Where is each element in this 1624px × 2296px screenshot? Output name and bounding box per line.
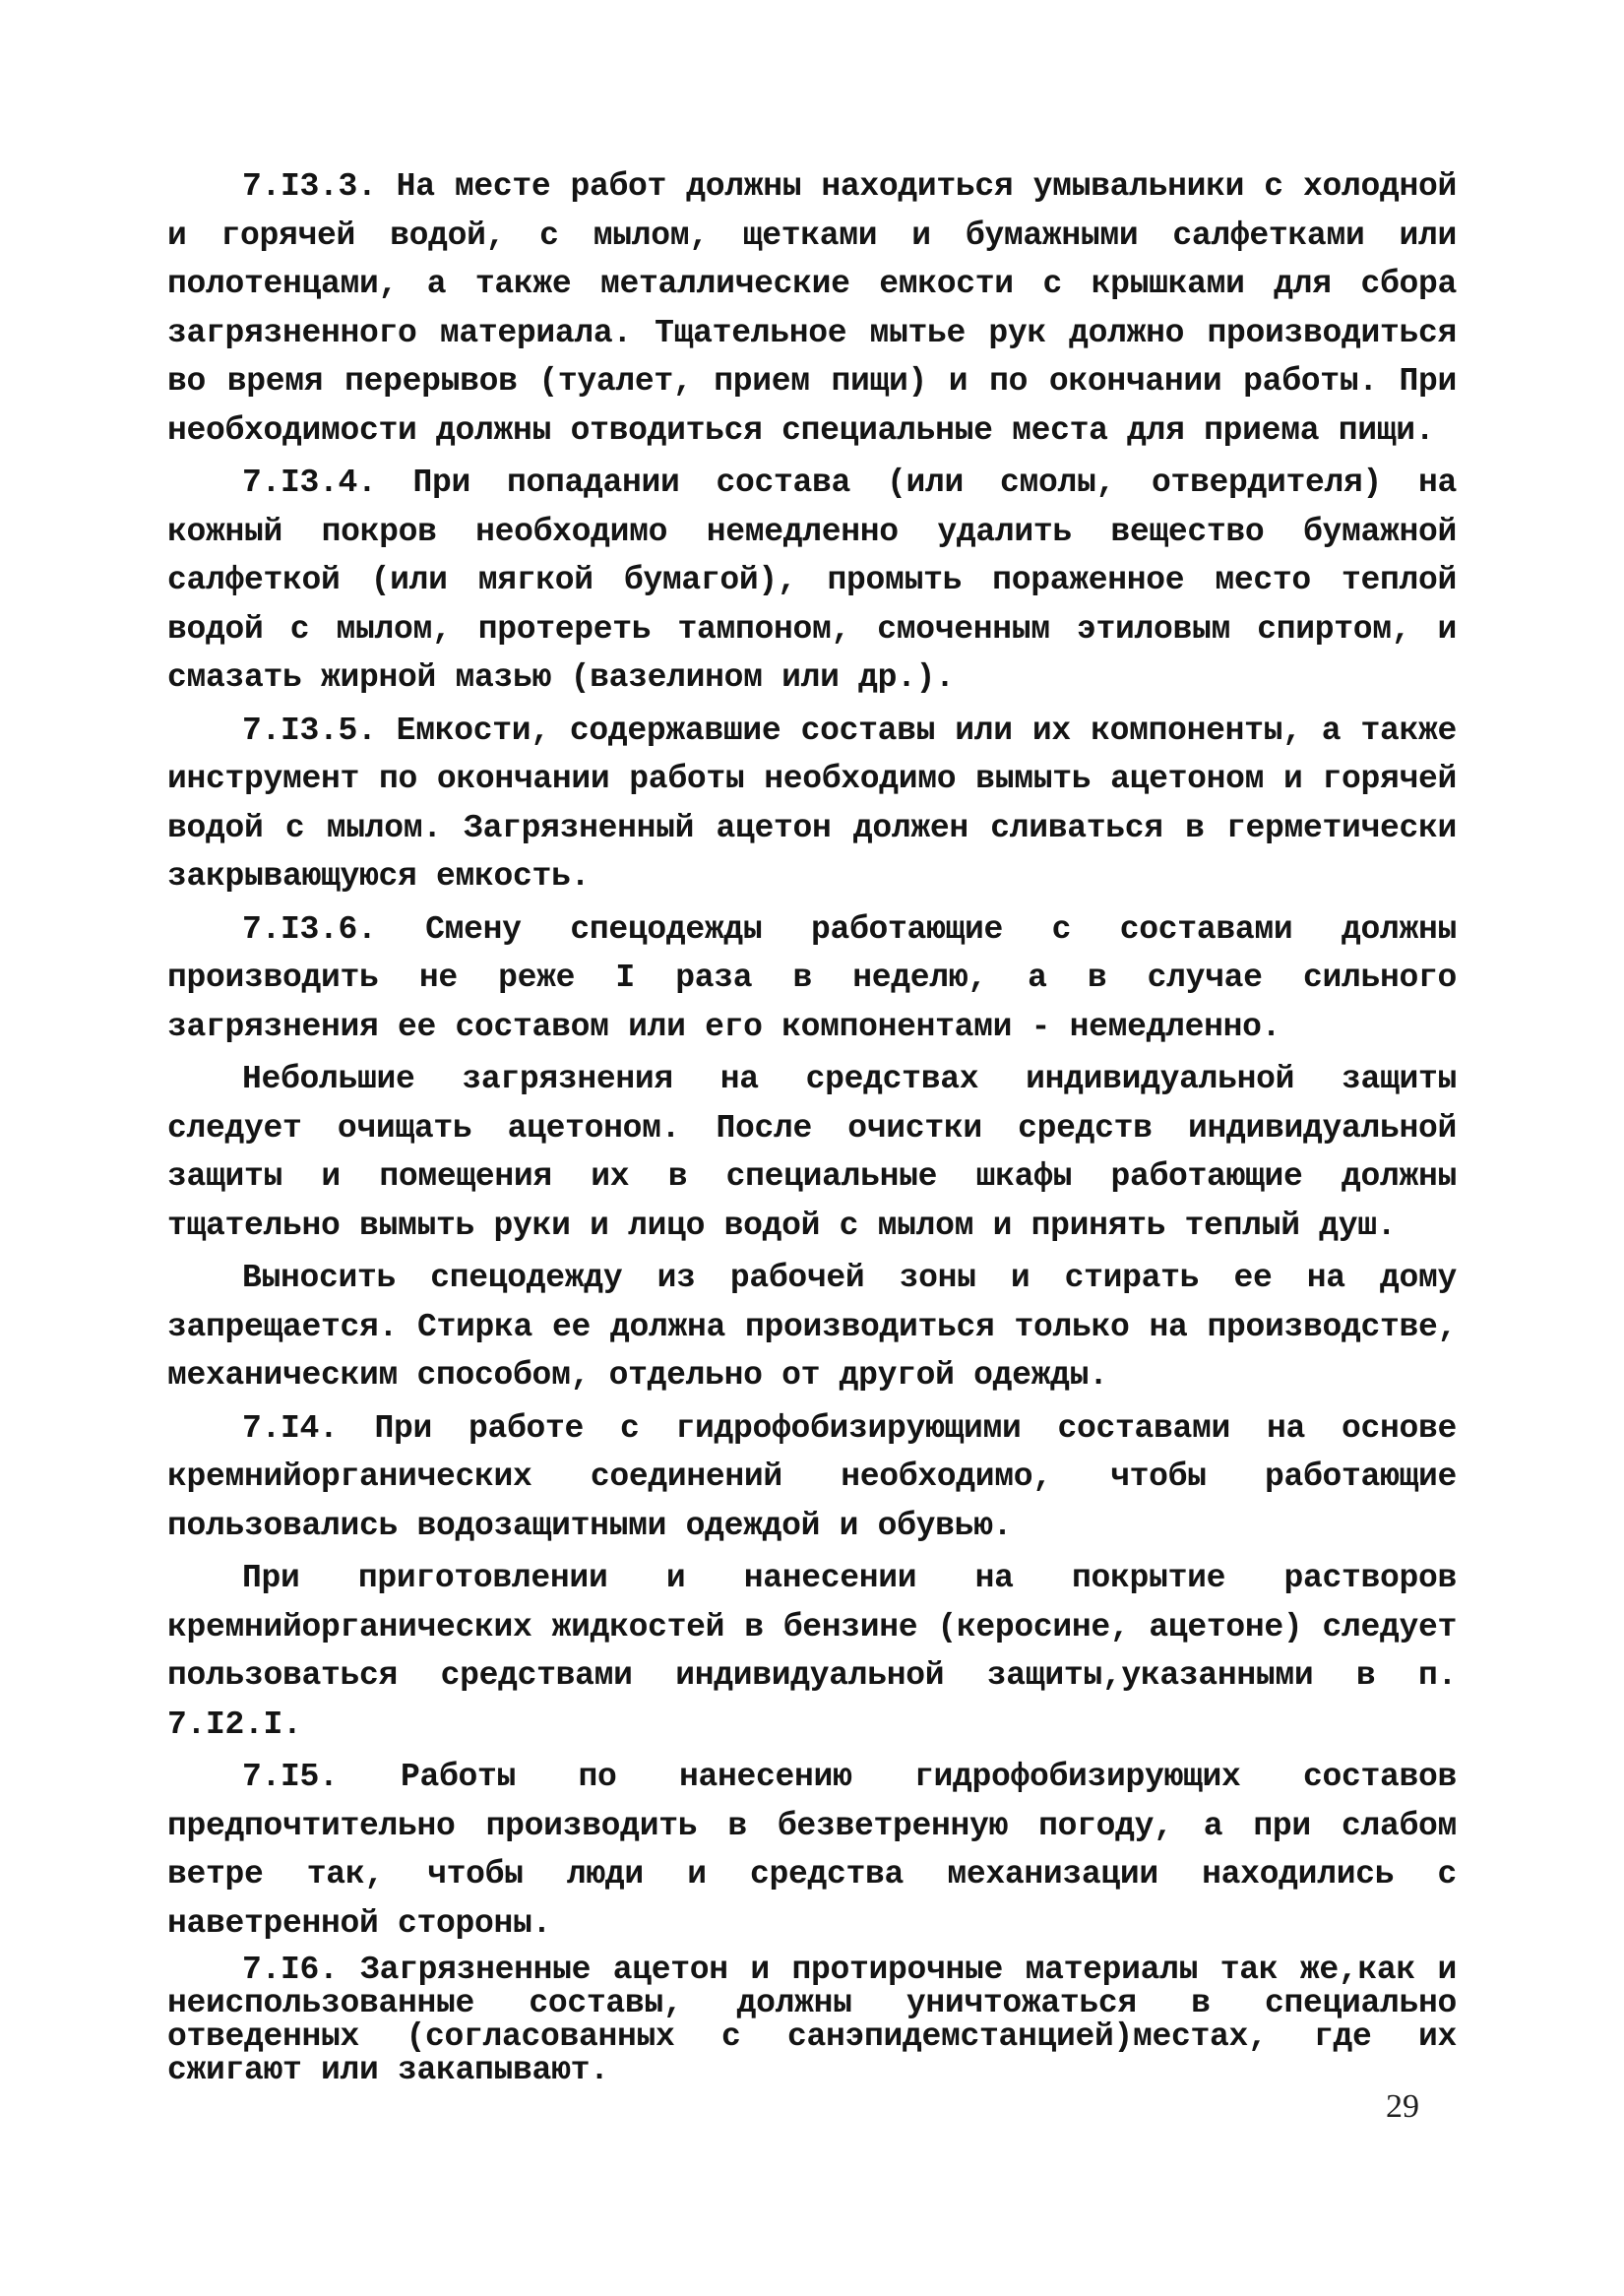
paragraph-7-13-6: 7.I3.6. Смену спецодежды работающие с составами должны производить не реже I раза в неделю, а в случае сильного загрязнения ее составом или его компонентами - немедленно. (167, 910, 1457, 1045)
page-number: 29 (1386, 2088, 1419, 2125)
paragraph-small-contamination: Небольшие загрязнения на средствах индивидуальной защиты следует очищать ацетоном. После очистки средств индивидуальной защиты и помещения их в специальные шкафы работающие должны тщательно вымыть руки и лицо водой с мылом и принять теплый душ. (167, 1061, 1457, 1244)
paragraph-7-13-3: 7.I3.3. На месте работ должны находиться умывальники с холодной и горячей водой, с мылом, щетками и бумажными салфетками или полотенцами, а также металлические емкости с крышками для сбора загрязненного материала. Тщательное мытье рук должно производиться во время перерывов (туалет, прием пищи) и по окончании работы. При необходимости должны отводиться специальные места для приема пищи. (167, 168, 1457, 449)
paragraph-workwear-washing: Выносить спецодежду из рабочей зоны и стирать ее на дому запрещается. Стирка ее должна производиться только на производстве, механическим способом, отдельно от другой одежды. (167, 1260, 1457, 1394)
paragraph-7-16: 7.I6. Загрязненные ацетон и протирочные материалы так же,как и неиспользованные составы, должны уничтожаться в специально отведенных (согласованных с санэпидемстанцией)местах, где их сжигают или закапывают. (167, 1952, 1457, 2088)
body-text (167, 162, 1457, 2091)
paragraph-7-14: 7.I4. При работе с гидрофобизирующими составами на основе кремнийорганических соединений необходимо, чтобы работающие пользовались водозащитными одеждой и обувью. (167, 1409, 1457, 1544)
paragraph-preparation: При приготовлении и нанесении на покрытие растворов кремнийорганических жидкостей в бензине (керосине, ацетоне) следует пользоваться средствами индивидуальной защиты,указанными в п. 7.I2.I. (167, 1560, 1457, 1743)
paragraph-7-13-4: 7.I3.4. При попадании состава (или смолы, отвердителя) на кожный покров необходимо немедленно удалить вещество бумажной салфеткой (или мягкой бумагой), промыть пораженное место теплой водой с мылом, протереть тампоном, смоченным этиловым спиртом, и смазать жирной мазью (вазелином или др.). (167, 465, 1457, 696)
paragraph-7-13-5: 7.I3.5. Емкости, содержавшие составы или их компоненты, а также инструмент по окончании работы необходимо вымыть ацетоном и горячей водой с мылом. Загрязненный ацетон должен сливаться в герметически закрывающуюся емкость. (167, 712, 1457, 895)
paragraph-7-15: 7.I5. Работы по нанесению гидрофобизирующих составов предпочтительно производить в безветренную погоду, а при слабом ветре так, чтобы люди и средства механизации находились с наветренной стороны. (167, 1759, 1457, 1942)
